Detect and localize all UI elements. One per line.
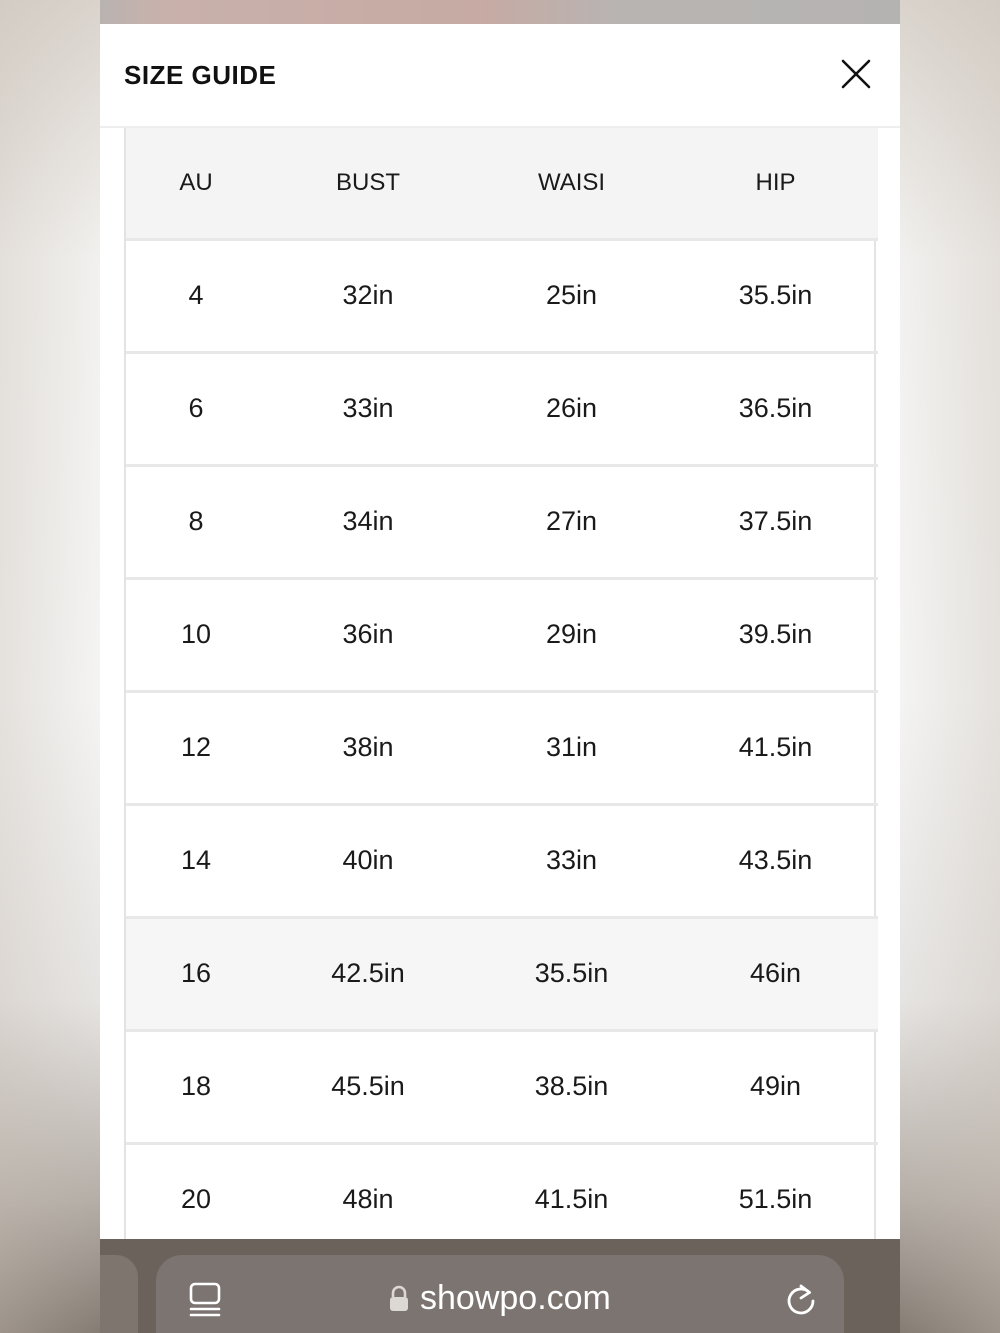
tabs-icon xyxy=(186,1280,224,1320)
cell-bust: 48in xyxy=(266,1143,470,1239)
cell-au: 20 xyxy=(126,1143,266,1239)
background-right xyxy=(900,0,1000,1333)
cell-waist: 31in xyxy=(470,691,673,804)
cell-hip: 36.5in xyxy=(673,352,878,465)
table-row xyxy=(126,578,878,691)
lock-icon xyxy=(388,1285,410,1313)
cell-hip: 51.5in xyxy=(673,1143,878,1239)
close-button[interactable] xyxy=(838,56,874,92)
cell-waist: 41.5in xyxy=(470,1143,673,1239)
background-left xyxy=(0,0,100,1333)
cell-au: 14 xyxy=(126,804,266,917)
cell-bust: 33in xyxy=(266,352,470,465)
cell-waist: 33in xyxy=(470,804,673,917)
url-text[interactable]: showpo.com xyxy=(420,1279,611,1317)
cell-bust: 32in xyxy=(266,239,470,352)
column-header-au: AU xyxy=(126,128,266,239)
cell-au: 16 xyxy=(126,917,266,1030)
table-header-row xyxy=(126,128,878,239)
column-header-bust: BUST xyxy=(266,128,470,239)
cell-waist: 26in xyxy=(470,352,673,465)
table-row xyxy=(126,1030,878,1143)
tabs-button[interactable] xyxy=(186,1280,224,1320)
cell-au: 4 xyxy=(126,239,266,352)
cell-waist: 27in xyxy=(470,465,673,578)
cell-bust: 45.5in xyxy=(266,1030,470,1143)
cell-hip: 49in xyxy=(673,1030,878,1143)
cell-hip: 46in xyxy=(673,917,878,1030)
cell-hip: 35.5in xyxy=(673,239,878,352)
cell-waist: 38.5in xyxy=(470,1030,673,1143)
column-header-waist: WAISI xyxy=(470,128,673,239)
cell-au: 8 xyxy=(126,465,266,578)
table-row xyxy=(126,917,878,1030)
table-row xyxy=(126,239,878,352)
cell-hip: 39.5in xyxy=(673,578,878,691)
cell-bust: 34in xyxy=(266,465,470,578)
cell-bust: 38in xyxy=(266,691,470,804)
cell-waist: 25in xyxy=(470,239,673,352)
cell-bust: 40in xyxy=(266,804,470,917)
table-row xyxy=(126,804,878,917)
table-row xyxy=(126,465,878,578)
cell-waist: 35.5in xyxy=(470,917,673,1030)
reload-button[interactable] xyxy=(782,1280,820,1320)
previous-tab-peek[interactable] xyxy=(100,1255,138,1333)
cell-bust: 42.5in xyxy=(266,917,470,1030)
modal-header xyxy=(100,24,900,128)
column-header-hip: HIP xyxy=(673,128,878,239)
page-behind-modal xyxy=(100,0,900,24)
cell-au: 10 xyxy=(126,578,266,691)
reload-icon xyxy=(782,1280,820,1320)
cell-waist: 29in xyxy=(470,578,673,691)
table-row xyxy=(126,1143,878,1239)
cell-au: 12 xyxy=(126,691,266,804)
cell-au: 18 xyxy=(126,1030,266,1143)
cell-hip: 43.5in xyxy=(673,804,878,917)
cell-bust: 36in xyxy=(266,578,470,691)
size-table xyxy=(126,128,878,1239)
cell-hip: 41.5in xyxy=(673,691,878,804)
cell-au: 6 xyxy=(126,352,266,465)
close-icon xyxy=(838,56,874,92)
table-row xyxy=(126,352,878,465)
table-row xyxy=(126,691,878,804)
size-guide-modal xyxy=(100,24,900,1239)
cell-hip: 37.5in xyxy=(673,465,878,578)
modal-title: SIZE GUIDE xyxy=(124,60,277,90)
size-table-container[interactable] xyxy=(124,128,876,1239)
